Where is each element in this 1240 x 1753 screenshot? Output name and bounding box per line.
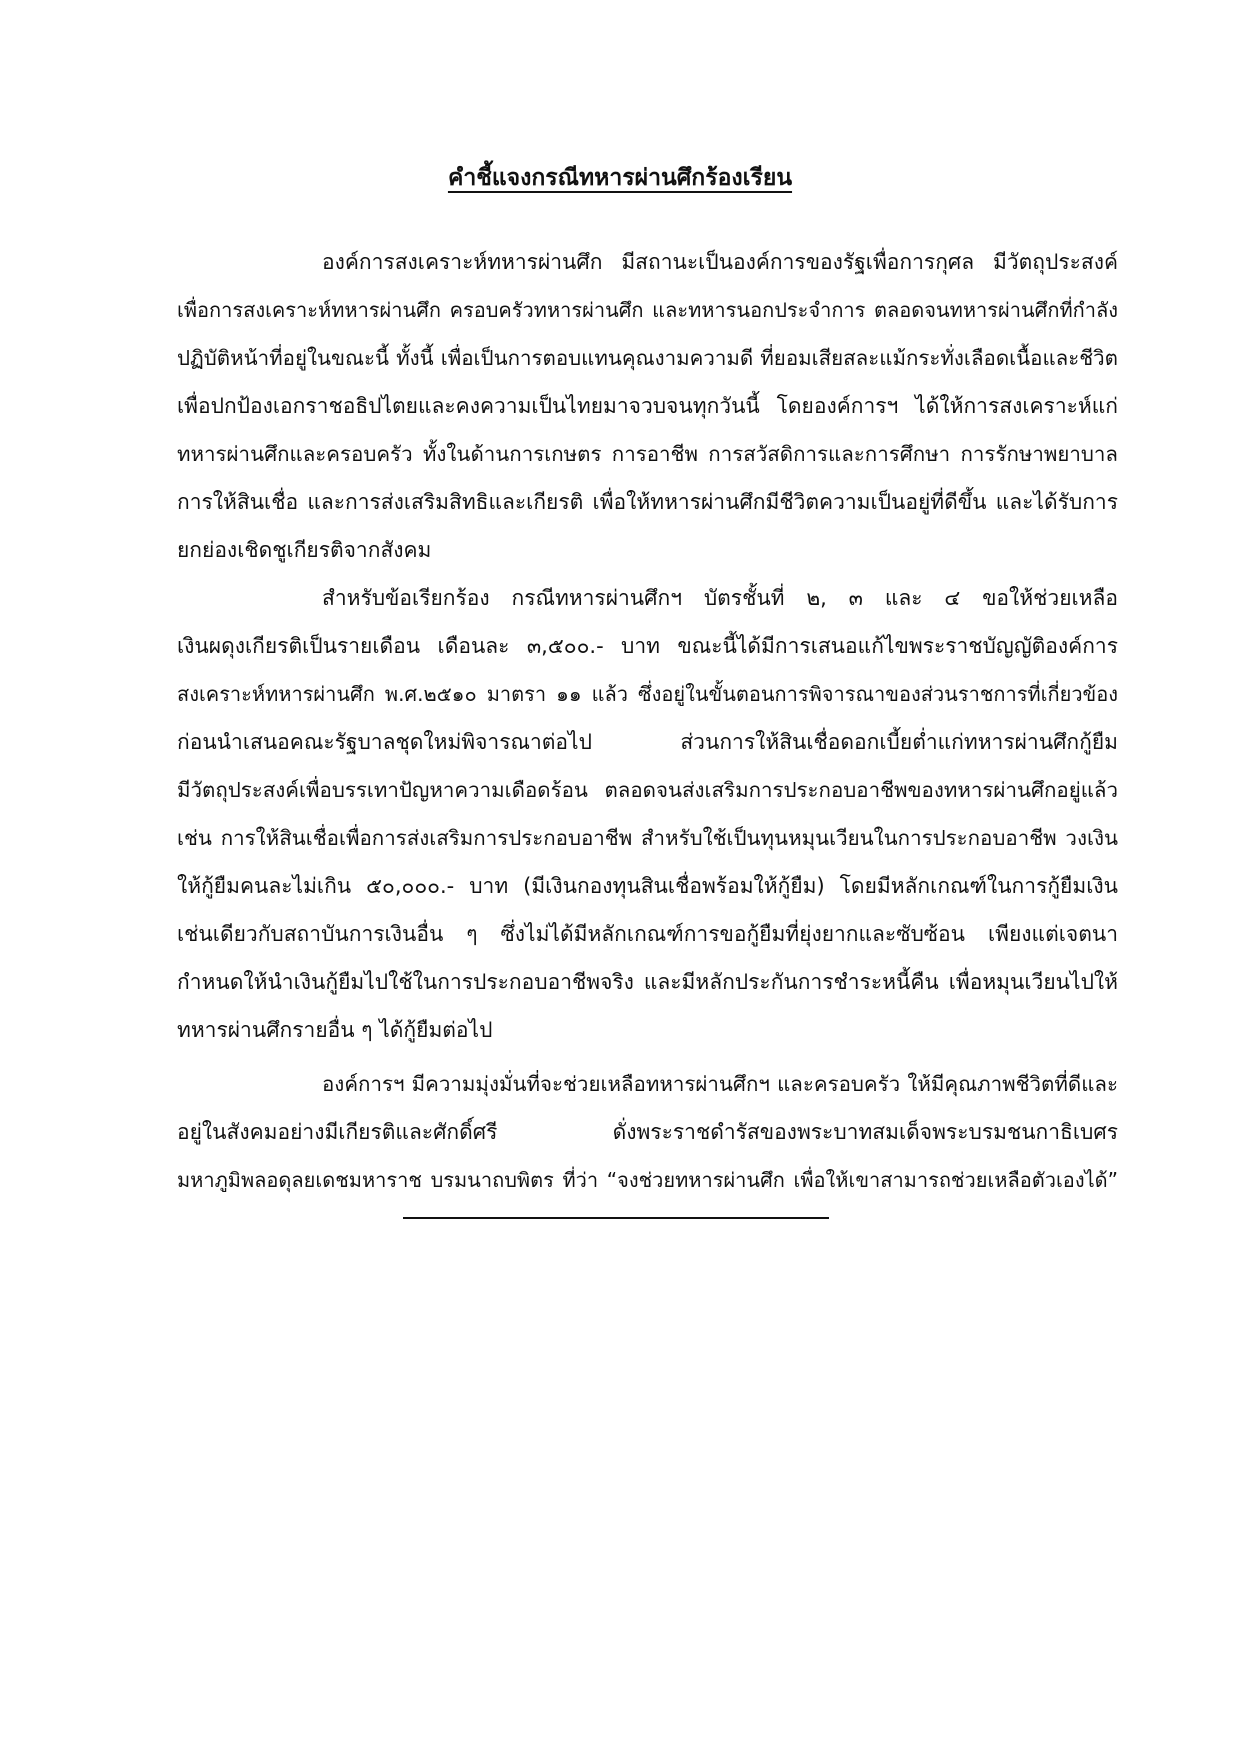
paragraph-2-line: สำหรับข้อเรียกร้อง กรณีทหารผ่านศึกฯ บัตรชั้นที่ ๒, ๓ และ ๔ ขอให้ช่วยเหลือ [322, 586, 1118, 610]
paragraph-1-line: การให้สินเชื่อ และการส่งเสริมสิทธิและเกียรติ เพื่อให้ทหารผ่านศึกมีชีวิตความเป็นอยู่ที่ดีขึ้น และได้รับการ [177, 490, 1118, 514]
paragraph-2-line: ก่อนนำเสนอคณะรัฐบาลชุดใหม่พิจารณาต่อไป ส่วนการให้สินเชื่อดอกเบี้ยต่ำแก่ทหารผ่านศึกกู้ยืม [177, 730, 1118, 754]
paragraph-3-line: อยู่ในสังคมอย่างมีเกียรติและศักดิ์ศรี ดั่งพระราชดำรัสของพระบาทสมเด็จพระบรมชนกาธิเบศร [177, 1120, 1118, 1144]
paragraph-2-line: มีวัตถุประสงค์เพื่อบรรเทาปัญหาความเดือดร้อน ตลอดจนส่งเสริมการประกอบอาชีพของทหารผ่านศึกอยู่แล้ว [177, 778, 1118, 802]
paragraph-2-line: ให้กู้ยืมคนละไม่เกิน ๕๐,๐๐๐.- บาท (มีเงินกองทุนสินเชื่อพร้อมให้กู้ยืม) โดยมีหลักเกณฑ์ในการกู้ยืมเงิน [177, 874, 1118, 898]
paragraph-2-line: ทหารผ่านศึกรายอื่น ๆ ได้กู้ยืมต่อไป [177, 1018, 493, 1042]
paragraph-2-line: เงินผดุงเกียรติเป็นรายเดือน เดือนละ ๓,๕๐๐.- บาท ขณะนี้ได้มีการเสนอแก้ไขพระราชบัญญัติองค์การ [177, 634, 1118, 658]
paragraph-1-line: ปฏิบัติหน้าที่อยู่ในขณะนี้ ทั้งนี้ เพื่อเป็นการตอบแทนคุณงามความดี ที่ยอมเสียสละแม้กระทั่งเลือดเนื้อและชีวิต [177, 346, 1118, 370]
paragraph-1-line: องค์การสงเคราะห์ทหารผ่านศึก มีสถานะเป็นองค์การของรัฐเพื่อการกุศล มีวัตถุประสงค์ [322, 250, 1118, 274]
paragraph-1-line: ทหารผ่านศึกและครอบครัว ทั้งในด้านการเกษตร การอาชีพ การสวัสดิการและการศึกษา การรักษาพยาบาล [177, 442, 1118, 466]
paragraph-1-line: เพื่อการสงเคราะห์ทหารผ่านศึก ครอบครัวทหารผ่านศึก และทหารนอกประจำการ ตลอดจนทหารผ่านศึกที่กำลัง [177, 298, 1118, 322]
paragraph-2-line: กำหนดให้นำเงินกู้ยืมไปใช้ในการประกอบอาชีพจริง และมีหลักประกันการชำระหนี้คืน เพื่อหมุนเวียนไปให้ [177, 970, 1118, 994]
paragraph-3-line: องค์การฯ มีความมุ่งมั่นที่จะช่วยเหลือทหารผ่านศึกฯ และครอบครัว ให้มีคุณภาพชีวิตที่ดีและ [322, 1072, 1118, 1096]
paragraph-2-line: เช่น การให้สินเชื่อเพื่อการส่งเสริมการประกอบอาชีพ สำหรับใช้เป็นทุนหมุนเวียนในการประกอบอาชีพ วงเงิน [177, 826, 1118, 850]
paragraph-2-line: เช่นเดียวกับสถาบันการเงินอื่น ๆ ซึ่งไม่ได้มีหลักเกณฑ์การขอกู้ยืมที่ยุ่งยากและซับซ้อน เพียงแต่เจตนา [177, 922, 1118, 946]
paragraph-1-line: ยกย่องเชิดชูเกียรติจากสังคม [177, 538, 432, 562]
paragraph-2-line: สงเคราะห์ทหารผ่านศึก พ.ศ.๒๕๑๐ มาตรา ๑๑ แล้ว ซึ่งอยู่ในขั้นตอนการพิจารณาของส่วนราชการที่เกี่ยวข้อง [177, 682, 1118, 706]
closing-divider [403, 1217, 829, 1219]
document-title: คำชี้แจงกรณีทหารผ่านศึกร้องเรียน [447, 165, 793, 191]
paragraph-1-line: เพื่อปกป้องเอกราชอธิปไตยและคงความเป็นไทยมาจวบจนทุกวันนี้ โดยองค์การฯ ได้ให้การสงเคราะห์แก่ [177, 394, 1118, 418]
paragraph-3-line: มหาภูมิพลอดุลยเดชมหาราช บรมนาถบพิตร ที่ว่า “จงช่วยทหารผ่านศึก เพื่อให้เขาสามารถช่วยเหลือตัวเองได้” [177, 1168, 1118, 1192]
